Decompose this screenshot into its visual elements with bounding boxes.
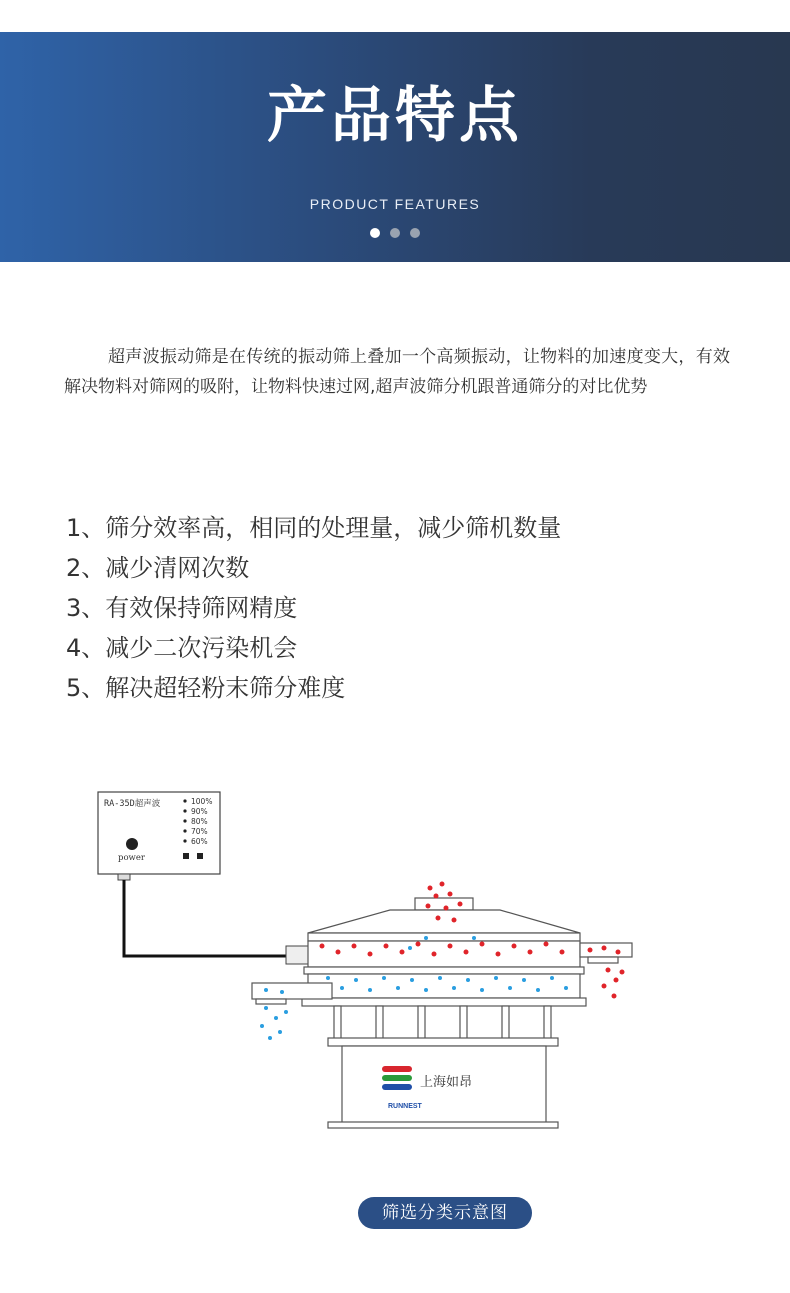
banner-pager — [0, 228, 790, 238]
pager-dot[interactable] — [410, 228, 420, 238]
controller-label: RA-35D超声波 — [104, 799, 161, 809]
feature-item: 5、解决超轻粉末筛分难度 — [66, 674, 346, 702]
vibrating-sieve — [252, 898, 632, 1128]
level-label: 100% — [191, 797, 213, 806]
banner-subtitle: PRODUCT FEATURES — [309, 196, 481, 212]
sieve-diagram — [90, 780, 650, 1140]
cable — [124, 880, 286, 956]
feature-list — [66, 508, 561, 708]
level-label: 70% — [191, 827, 208, 836]
pager-dot[interactable] — [390, 228, 400, 238]
feature-item: 3、有效保持筛网精度 — [66, 594, 298, 622]
brand-en: RUNNEST — [388, 1103, 422, 1110]
level-label: 60% — [191, 837, 208, 846]
feature-item: 2、减少清网次数 — [66, 554, 250, 582]
banner-title: 产品特点 — [267, 81, 523, 151]
pager-dot[interactable] — [370, 228, 380, 238]
level-label: 80% — [191, 817, 208, 826]
ultrasonic-controller — [98, 792, 220, 874]
features-banner — [0, 32, 790, 262]
power-label: power — [118, 853, 145, 863]
intro-paragraph: 超声波振动筛是在传统的振动筛上叠加一个高频振动，让物料的加速度变大，有效解决物料对筛网的吸附，让物料快速过网,超声波筛分机跟普通筛分的对比优势 — [64, 347, 730, 397]
diagram-caption: 筛选分类示意图 — [358, 1197, 532, 1229]
feature-item: 4、减少二次污染机会 — [66, 634, 298, 662]
feature-item: 1、筛分效率高，相同的处理量，减少筛机数量 — [66, 514, 562, 542]
power-button-icon — [126, 838, 138, 850]
brand-cn: 上海如昂 — [420, 1075, 473, 1090]
level-label: 90% — [191, 807, 208, 816]
